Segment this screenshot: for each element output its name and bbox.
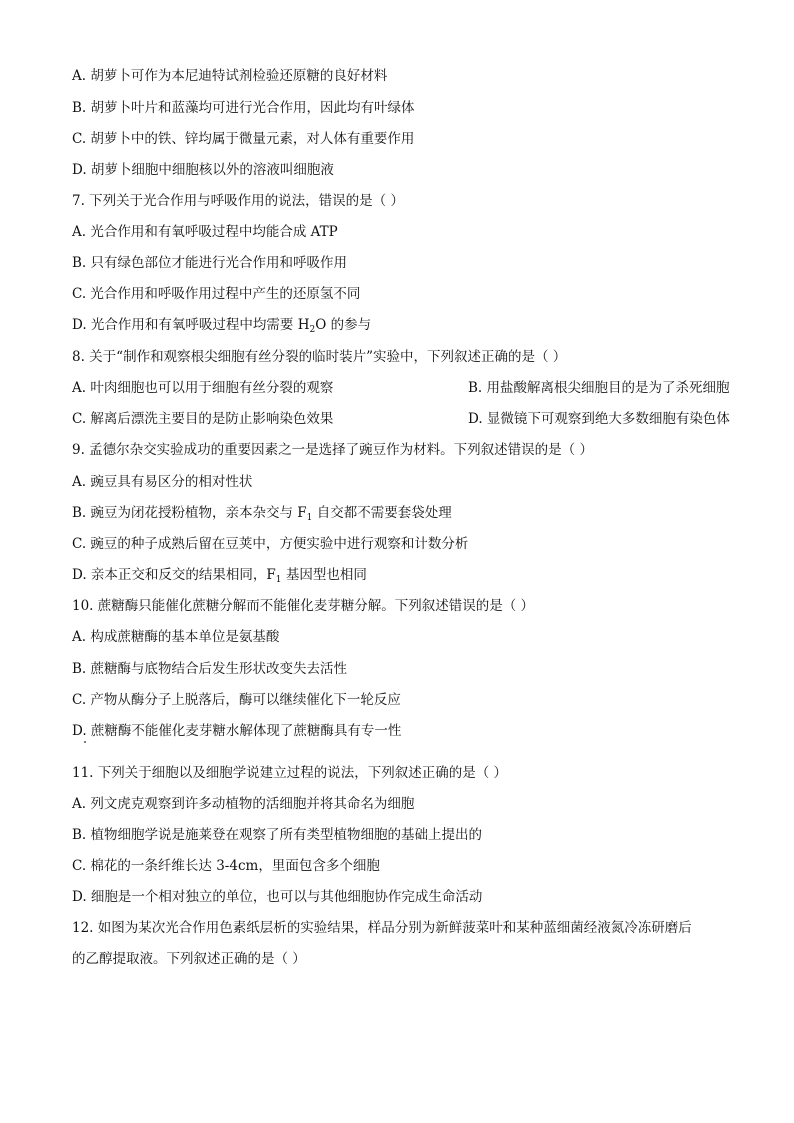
q7-option-d-prefix: D. 光合作用和有氧呼吸过程中均需要 H: [72, 317, 310, 333]
q7-option-b: B. 只有绿色部位才能进行光合作用和呼吸作用: [72, 255, 348, 271]
q6-option-c: C. 胡萝卜中的铁、锌均属于微量元素，对人体有重要作用: [72, 131, 415, 147]
q6-option-a: A. 胡萝卜可作为本尼迪特试剂检验还原糖的良好材料: [72, 68, 388, 84]
q12-stem-line-1: 12. 如图为某次光合作用色素纸层析的实验结果，样品分别为新鲜菠菜叶和某种蓝细菌经液氮冷冻研磨后: [72, 920, 692, 936]
q9-option-d: [72, 566, 732, 584]
q9-option-b-suffix: 自交都不需要套袋处理: [312, 505, 452, 521]
q12-stem-line-2: 的乙醇提取液。下列叙述正确的是（ ）: [72, 951, 306, 967]
q7-stem: 7. 下列关于光合作用与呼吸作用的说法，错误的是（ ）: [72, 193, 404, 209]
q10-option-c: C. 产物从酶分子上脱落后，酶可以继续催化下一轮反应: [72, 692, 401, 708]
q8-option-a: A. 叶肉细胞也可以用于细胞有丝分裂的观察: [72, 380, 334, 396]
q6-option-b: B. 胡萝卜叶片和蓝藻均可进行光合作用，因此均有叶绿体: [72, 100, 415, 116]
q7-option-d: [72, 316, 732, 334]
q11-stem: 11. 下列关于细胞以及细胞学说建立过程的说法，下列叙述正确的是（ ）: [72, 765, 508, 781]
q7-option-c: C. 光合作用和呼吸作用过程中产生的还原氢不同: [72, 286, 361, 302]
q9-option-d-suffix: 基因型也相同: [281, 567, 367, 583]
q8-row-2: [72, 410, 732, 428]
q10-stem: 10. 蔗糖酶只能催化蔗糖分解而不能催化麦芽糖分解。下列叙述错误的是（ ）: [72, 598, 535, 614]
q8-row-1: [72, 379, 732, 397]
q10-option-a: A. 构成蔗糖酶的基本单位是氨基酸: [72, 629, 280, 645]
q9-option-b: [72, 504, 732, 522]
q11-option-d: D. 细胞是一个相对独立的单位，也可以与其他细胞协作完成生命活动: [72, 889, 483, 905]
q10-option-b: B. 蔗糖酶与底物结合后发生形状改变失去活性: [72, 661, 348, 677]
q9-option-a: A. 豌豆具有易区分的相对性状: [72, 474, 253, 490]
q9-option-d-subscript: 1: [275, 575, 282, 585]
q7-option-d-subscript: 2: [309, 325, 316, 335]
q6-option-d: D. 胡萝卜细胞中细胞核以外的溶液叫细胞液: [72, 162, 334, 178]
q9-option-d-prefix: D. 亲本正交和反交的结果相同，F: [72, 567, 276, 583]
q8-option-d: D. 显微镜下可观察到绝大多数细胞有染色体: [468, 411, 730, 427]
q11-option-a: A. 列文虎克观察到许多动植物的活细胞并将其命名为细胞: [72, 796, 415, 812]
scan-dot: [84, 741, 86, 743]
q9-option-b-subscript: 1: [306, 513, 313, 523]
q9-stem: 9. 孟德尔杂交实验成功的重要因素之一是选择了豌豆作为材料。下列叙述错误的是（ ）: [72, 442, 593, 458]
q7-option-a: A. 光合作用和有氧呼吸过程中均能合成 ATP: [72, 224, 338, 240]
q11-option-c: C. 棉花的一条纤维长达 3-4cm，里面包含多个细胞: [72, 858, 380, 874]
q9-option-b-prefix: B. 豌豆为闭花授粉植物，亲本杂交与 F: [72, 505, 307, 521]
q7-option-d-suffix: O 的参与: [315, 317, 372, 333]
q8-stem: 8. 关于“制作和观察根尖细胞有丝分裂的临时装片”实验中，下列叙述正确的是（ ）: [72, 349, 567, 365]
q11-option-b: B. 植物细胞学说是施莱登在观察了所有类型植物细胞的基础上提出的: [72, 827, 483, 843]
q8-option-c: C. 解离后漂洗主要目的是防止影响染色效果: [72, 411, 334, 427]
q9-option-c: C. 豌豆的种子成熟后留在豆荚中，方便实验中进行观察和计数分析: [72, 536, 469, 552]
q8-option-b: B. 用盐酸解离根尖细胞目的是为了杀死细胞: [468, 380, 730, 396]
q10-option-d: D. 蔗糖酶不能催化麦芽糖水解体现了蔗糖酶具有专一性: [72, 723, 402, 739]
